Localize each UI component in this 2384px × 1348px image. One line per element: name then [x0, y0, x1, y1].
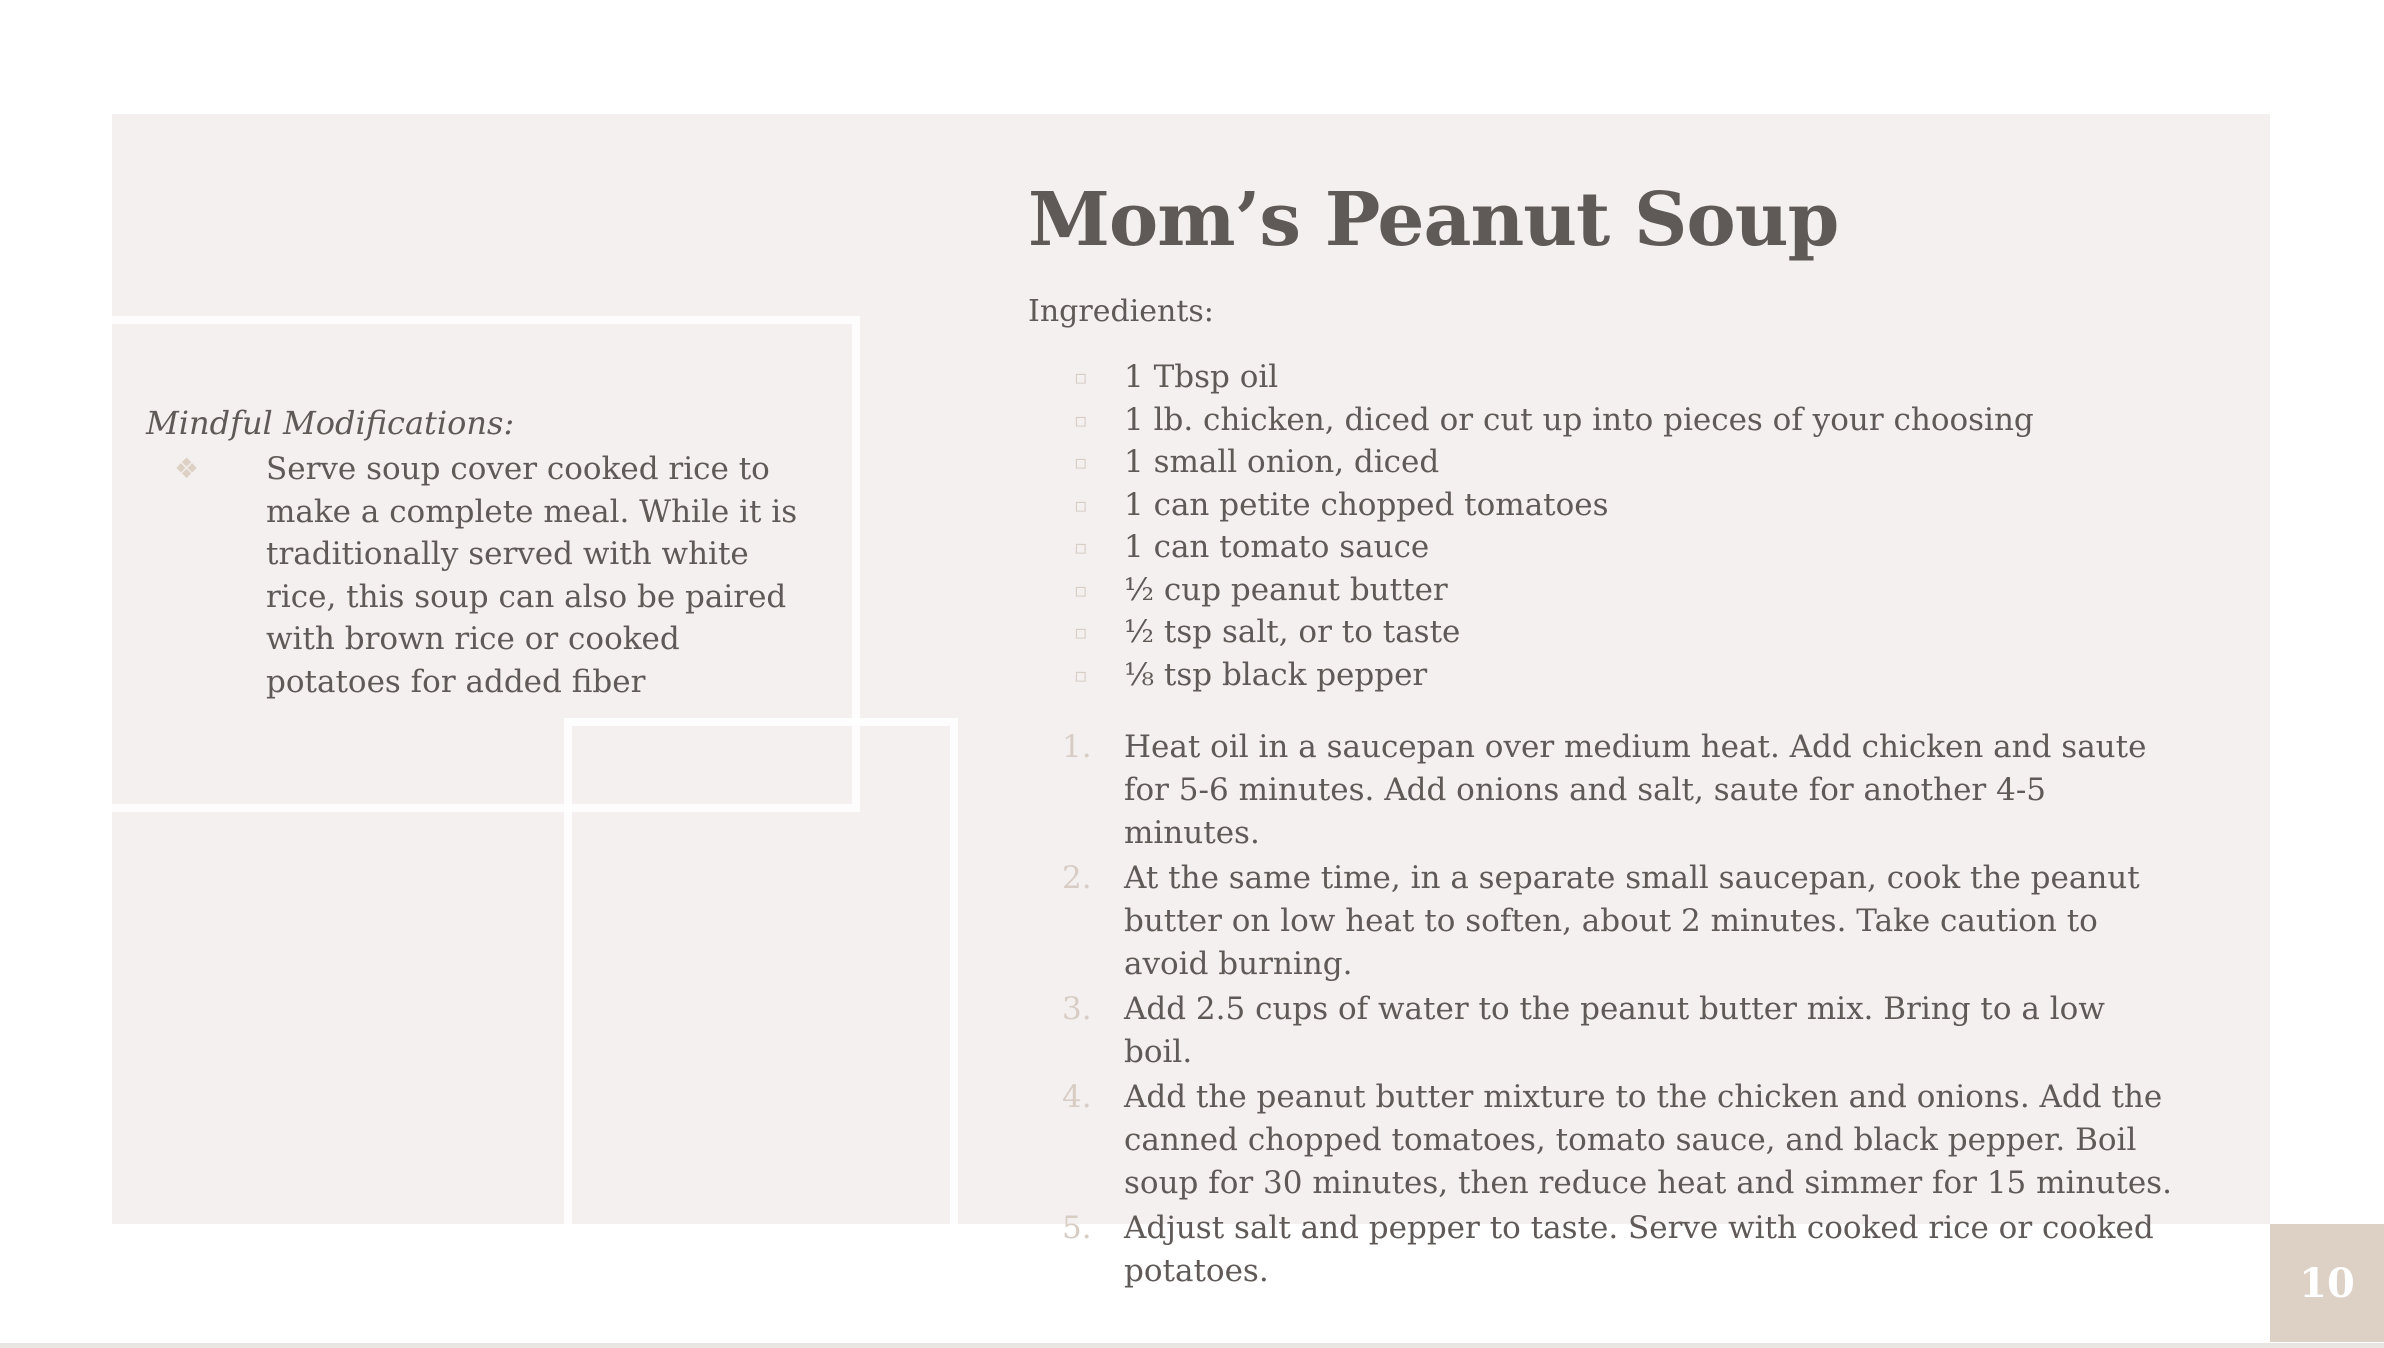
ingredient-item: ▫ 1 can petite chopped tomatoes	[1070, 484, 2034, 527]
hollow-square-bullet-icon: ▫	[1074, 662, 1088, 687]
modification-item: ❖ Serve soup cover cooked rice to make a complete meal. While it is traditionally served with white rice, this soup can also be paired with brown rice or cooked potatoes for added fiber	[146, 448, 806, 703]
hollow-square-bullet-icon: ▫	[1074, 492, 1088, 517]
ingredient-item: ▫ 1 Tbsp oil	[1070, 356, 2034, 399]
hollow-square-bullet-icon: ▫	[1074, 535, 1088, 559]
step-number: 4.	[1062, 1079, 1092, 1115]
step-text: Add the peanut butter mixture to the chicken and onions. Add the canned chopped tomatoes, tomato sauce, and black pepper. Boil soup for 30 minutes, then reduce heat and simmer for 15 minutes.	[1124, 1079, 2172, 1201]
hollow-square-bullet-icon: ▫	[1074, 577, 1088, 602]
hollow-square-bullet-icon: ▫	[1074, 365, 1088, 389]
modifications-list	[146, 448, 806, 703]
step-item	[1060, 726, 2180, 855]
step-number: 2.	[1062, 860, 1092, 896]
step-text: Adjust salt and pepper to taste. Serve with cooked rice or cooked potatoes.	[1124, 1210, 2154, 1289]
hollow-square-bullet-icon: ▫	[1074, 450, 1088, 474]
step-item	[1060, 1076, 2180, 1205]
step-item	[1060, 1207, 2180, 1293]
ingredient-item: ▫ ½ tsp salt, or to taste	[1070, 611, 2034, 654]
ingredient-item: ▫ 1 lb. chicken, diced or cut up into pieces of your choosing	[1070, 399, 2034, 442]
recipe-title: Mom’s Peanut Soup	[1028, 177, 1839, 263]
hollow-square-bullet-icon: ▫	[1074, 620, 1088, 644]
steps-list	[1060, 726, 2180, 1295]
step-text: At the same time, in a separate small saucepan, cook the peanut butter on low heat to soften, about 2 minutes. Take caution to avoid burning.	[1124, 860, 2140, 982]
ingredient-item: ▫ 1 small onion, diced	[1070, 441, 2034, 484]
step-item	[1060, 857, 2180, 986]
modifications-heading: Mindful Modifications:	[146, 404, 515, 442]
bottom-divider	[0, 1343, 2384, 1348]
ingredient-item: ▫ ⅛ tsp black pepper	[1070, 654, 2034, 697]
step-number: 5.	[1062, 1210, 1092, 1246]
page-number-badge	[2270, 1224, 2384, 1342]
ingredients-list	[1070, 356, 2034, 696]
step-number: 3.	[1062, 991, 1092, 1027]
hollow-square-bullet-icon: ▫	[1074, 407, 1088, 432]
page-number: 10	[2299, 1259, 2355, 1307]
ingredients-heading: Ingredients:	[1028, 294, 1214, 329]
ingredient-item: ▫ ½ cup peanut butter	[1070, 569, 2034, 612]
ingredient-item: ▫ 1 can tomato sauce	[1070, 526, 2034, 569]
step-item	[1060, 988, 2180, 1074]
diamond-flower-bullet-icon: ❖	[174, 452, 200, 485]
step-number: 1.	[1062, 729, 1092, 765]
step-text: Add 2.5 cups of water to the peanut butter mix. Bring to a low boil.	[1124, 991, 2105, 1070]
step-text: Heat oil in a saucepan over medium heat. Add chicken and saute for 5-6 minutes. Add onions and salt, saute for another 4-5 minutes.	[1124, 729, 2147, 851]
